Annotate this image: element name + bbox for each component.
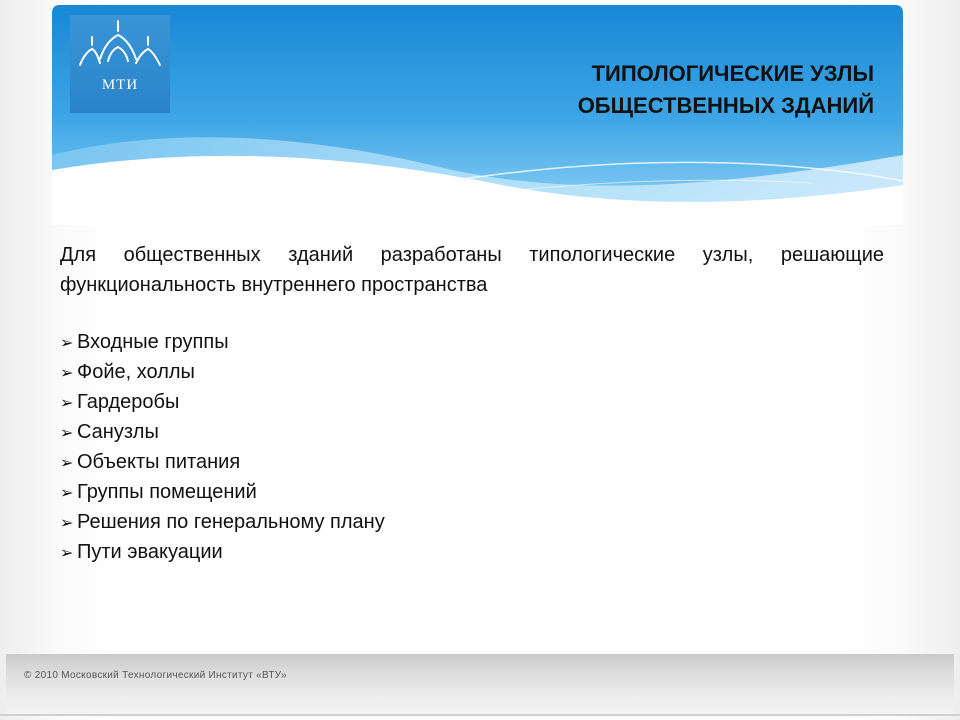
footer-bar [6,654,954,716]
copyright-text: © 2010 Московский Технологический Институт «ВТУ» [24,670,287,681]
list-item: ➢ Объекты питания [60,448,760,478]
list-item: ➢ Входные группы [60,328,760,358]
title-line-1: ТИПОЛОГИЧЕСКИЕ УЗЛЫ [591,61,874,86]
page-title [354,58,874,122]
list-item: ➢ Гардеробы [60,388,760,418]
list-item: ➢ Санузлы [60,418,760,448]
arrow-bullet-icon: ➢ [60,395,74,412]
list-item: ➢ Решения по генеральному плану [60,508,760,538]
title-line-2: ОБЩЕСТВЕННЫХ ЗДАНИЙ [577,93,874,118]
list-item: ➢ Фойе, холлы [60,358,760,388]
list-item: ➢ Группы помещений [60,478,760,508]
intro-paragraph: Для общественных зданий разработаны типологические узлы, решающие функциональность внутреннего пространства [60,244,884,296]
arrow-bullet-icon: ➢ [60,425,74,442]
logo-kremlin-icon [70,15,170,113]
arrow-bullet-icon: ➢ [60,515,74,532]
arrow-bullet-icon: ➢ [60,335,74,352]
arrow-bullet-icon: ➢ [60,545,74,562]
logo [70,15,170,113]
logo-text: МТИ [101,77,139,93]
arrow-bullet-icon: ➢ [60,485,74,502]
footer-divider [0,714,960,716]
arrow-bullet-icon: ➢ [60,455,74,472]
list-item: ➢ Пути эвакуации [60,538,760,568]
topic-list [60,328,760,568]
arrow-bullet-icon: ➢ [60,365,74,382]
